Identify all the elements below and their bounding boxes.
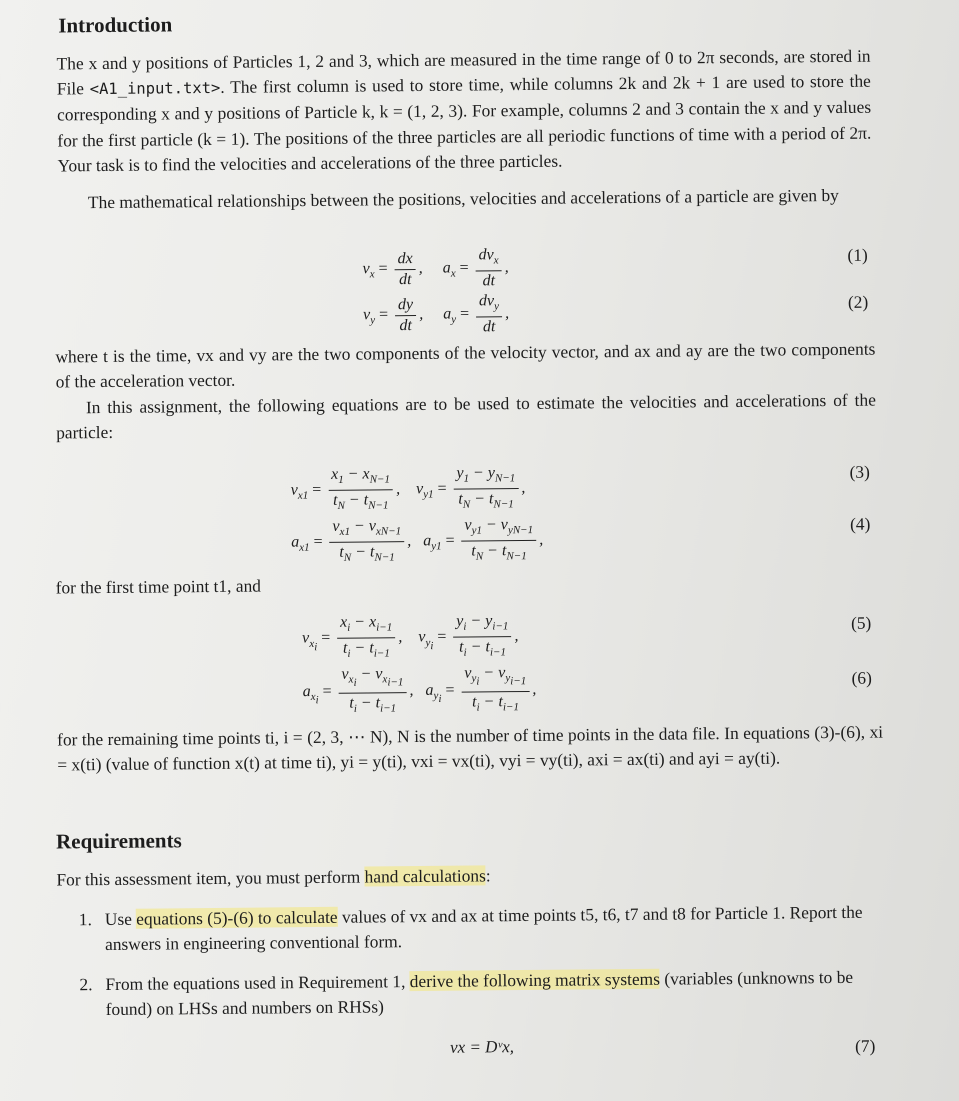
requirements-intro [56, 865, 490, 890]
equation-number-2: (2) [847, 291, 869, 312]
first-time-point-text: for the first time point t1, and [55, 575, 261, 598]
requirement-item-2-highlight: derive the following matrix systems [409, 968, 661, 992]
equation-4: $a_{x1}$ = $\frac{v_{x1} - v_{xN-1}}{t_N - t_{N-1}}$ , $a_{y1}$ = $\frac{v_{y1} - v_{yN-1}}{t_N - t_{N-1}}$ , [291, 516, 544, 565]
intro-paragraph-1 [56, 44, 871, 179]
equation-7: vx = Dᵛx, [449, 1037, 515, 1057]
requirement-item-1 [78, 900, 887, 958]
equation-1: $v_x$ = $\frac{dx}{dt}$ , $a_x$ = $\frac{dv_x}{dt}$ , [362, 246, 509, 290]
requirement-item-1-highlight: equations (5)-(6) to calculate [136, 906, 338, 929]
equation-6: $a_{x_i}$ = $\frac{v_{x_i} - v_{x_{i-1}}}{t_i - t_{i-1}}$ , $a_{y_i}$ = $\frac{v_{y_i} - v_{y_{i-1}}}{t_i - t_{i-1}}$ , [302, 664, 537, 716]
intro-heading: Introduction [58, 12, 173, 38]
intro-p1-text-a: The x and y positions of Particles 1, 2 and 3, which are measured in the time range of 0 to 2π seconds, are stored in File [56, 45, 871, 99]
intro-paragraph-3: where t is the time, vx and vy are the two components of the velocity vector, and ax and ay are the two components of the acceleration vector. [55, 338, 876, 392]
intro-paragraph-5: for the remaining time points ti, i = (2, 3, ⋯ N), N is the number of time points in the data file. In equations (3)-(6), xi = x(ti) (value of function x(t) at time ti), yi = y(ti), vxi = vx(ti), vyi = vy(ti), axi = ax(ti) and ayi = ay(ti). [57, 721, 884, 775]
equation-3: $v_{x1}$ = $\frac{x_1 - x_{N-1}}{t_N - t_{N-1}}$ , $v_{y1}$ = $\frac{y_1 - y_{N-1}}{t_N - t_{N-1}}$ , [290, 464, 526, 513]
requirement-item-1-text-a: Use [104, 908, 137, 930]
equation-number-1: (1) [847, 244, 868, 265]
requirements-heading: Requirements [55, 828, 182, 854]
intro-p1-text-b: . The first column is used to store time, while columns 2k and 2k + 1 are used to store the corresponding x and y positions of Particle k, k = (1, 2, 3). For example, columns 2 and 3 contain the x and y values for the first particle (k = 1). The positions of the three particles are all periodic functions of time with a period of 2π. Your task is to find the velocities and accelerations of the three particles. [57, 70, 872, 176]
requirements-intro-text-b: : [485, 865, 491, 886]
equation-5: $v_{x_i}$ = $\frac{x_i - x_{i-1}}{t_i - t_{i-1}}$ , $v_{y_i}$ = $\frac{y_i - y_{i-1}}{t_i - t_{i-1}}$ , [302, 612, 519, 661]
equation-2: $v_y$ = $\frac{dy}{dt}$ , $a_y$ = $\frac{dv_y}{dt}$ , [362, 292, 510, 336]
requirement-item-1-text-b: values of vx and ax at time points t5, t6, t7 and t8 for Particle 1. Report the answers in engineering conventional form. [104, 901, 863, 955]
equation-number-3: (3) [849, 461, 870, 482]
requirements-intro-text-a: For this assessment item, you must perform [56, 866, 365, 890]
equation-number-4: (4) [849, 513, 871, 534]
equation-number-6: (6) [851, 667, 872, 688]
input-file-name: <A1_input.txt> [89, 79, 221, 99]
requirement-item-2-text-a: From the equations used in Requirement 1, [105, 971, 410, 995]
intro-paragraph-2: The mathematical relationships between the positions, velocities and accelerations of a particle are given by [87, 184, 839, 213]
equation-number-7: (7) [854, 1035, 876, 1056]
hand-calculations-highlight: hand calculations [364, 865, 486, 887]
requirement-item-2-number: 2. [79, 974, 93, 995]
requirement-item-1-number: 1. [78, 909, 92, 930]
intro-paragraph-4: In this assignment, the following equations are to be used to estimate the velocities and accelerations of the particle: [56, 389, 876, 443]
requirement-item-2 [79, 965, 887, 1023]
requirement-item-2-text-b: (variables (unknowns to be found) on LHSs and numbers on RHSs) [105, 966, 854, 1020]
equation-number-5: (5) [850, 612, 872, 633]
